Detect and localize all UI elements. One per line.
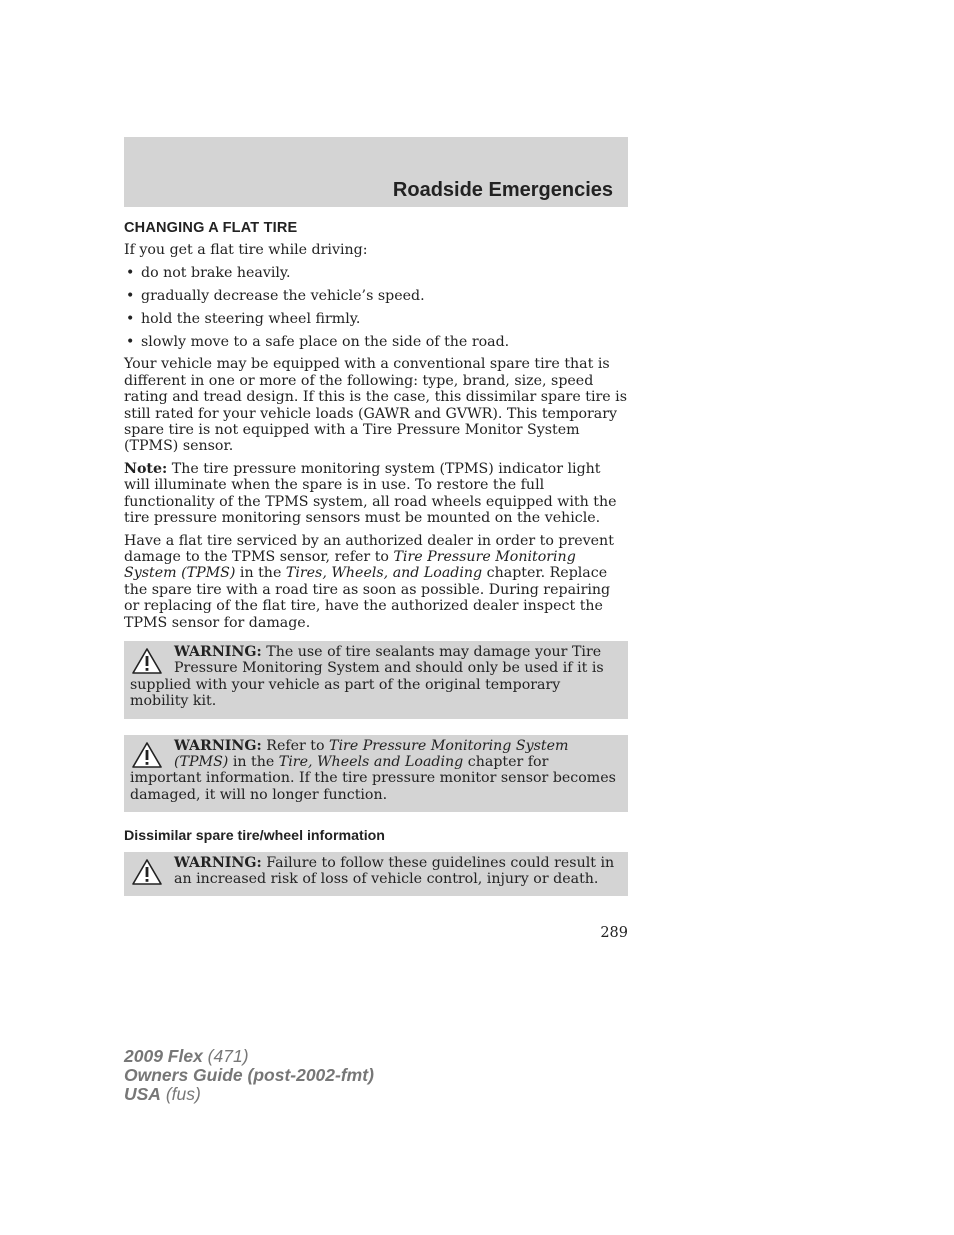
note-text: The tire pressure monitoring system (TPMS) indicator light will illuminate when the spare is in use. To restore the full functionality of the TPMS system, all road wheels equipped with the tire pressure monitoring sensors must be mounted on the vehicle.	[124, 460, 617, 527]
text-run: chapter. Replace the spare tire with a road tire as soon as possible. During repairing or replacing of the flat tire, have the authorized dealer inspect the TPMS sensor for damage.	[124, 565, 611, 631]
section-title: CHANGING A FLAT TIRE	[124, 220, 298, 236]
intro-text: If you get a flat tire while driving:	[124, 242, 368, 259]
warning-box	[124, 852, 628, 897]
note-label: Note:	[124, 460, 168, 477]
footer-model: 2009 Flex	[124, 1046, 203, 1066]
text-run: Refer to	[261, 737, 330, 754]
list-item: • hold the steering wheel firmly.	[124, 311, 628, 327]
list-item: • slowly move to a safe place on the side of the road.	[124, 334, 628, 350]
reference-italic: Tire, Wheels and Loading	[278, 753, 464, 770]
subsection-title: Dissimilar spare tire/wheel information	[124, 828, 385, 845]
warning-text: Failure to follow these guidelines could result in an increased risk of loss of vehicle control, injury or death.	[174, 854, 615, 887]
warning-triangle-icon	[131, 647, 163, 675]
footer-line	[124, 1047, 374, 1066]
list-item: • do not brake heavily.	[124, 265, 628, 281]
footer-market-code: (fus)	[160, 1084, 201, 1104]
spare-tire-paragraph: Your vehicle may be equipped with a conventional spare tire that is different in one or more of the following: type, brand, size, speed rating and tread design. If this is the case, this dissimilar spare tire is still rated for your vehicle loads (GAWR and GVWR). This temporary spare tire is not equipped with a Tire Pressure Monitor System (TPMS) sensor.	[124, 356, 627, 455]
reference-italic: Tire Pressure Monitoring System (TPMS)	[124, 548, 576, 582]
reference-italic: Tire Pressure Monitoring System (TPMS)	[174, 737, 569, 770]
list-item: • gradually decrease the vehicle’s speed.	[124, 288, 628, 304]
reference-italic: Tires, Wheels, and Loading	[285, 565, 483, 582]
warning-triangle-icon	[131, 858, 163, 886]
text-run: in the	[235, 565, 286, 582]
chapter-header-band	[124, 137, 628, 207]
footer-market: USA	[124, 1084, 161, 1104]
footer-line	[124, 1066, 374, 1085]
footer-line	[124, 1085, 374, 1104]
warning-box	[124, 735, 628, 813]
page-content	[124, 220, 628, 912]
warning-label: WARNING:	[174, 643, 262, 660]
warning-triangle-icon	[131, 741, 163, 769]
bullet-list	[124, 265, 628, 350]
warning-box	[124, 641, 628, 719]
text-run: in the	[228, 753, 279, 770]
chapter-title: Roadside Emergencies	[392, 179, 613, 201]
warning-label: WARNING:	[174, 737, 262, 754]
footer-model-code: (471)	[202, 1046, 249, 1066]
page-number: 289	[600, 925, 628, 941]
footer-guide: Owners Guide (post-2002-fmt)	[124, 1065, 374, 1085]
note-paragraph	[124, 461, 628, 527]
document-footer	[124, 1047, 374, 1104]
warning-text: The use of tire sealants may damage your Tire Pressure Monitoring System and should only be used if it is supplied with your vehicle as part of the original temporary mobility kit.	[130, 643, 604, 710]
text-run: Have a flat tire serviced by an authorized dealer in order to prevent damage to the TPMS sensor, refer to	[124, 532, 614, 565]
text-run: chapter for important information. If the tire pressure monitor sensor becomes damaged, it will no longer function.	[130, 753, 616, 803]
service-paragraph	[124, 533, 628, 631]
warning-label: WARNING:	[174, 854, 262, 871]
